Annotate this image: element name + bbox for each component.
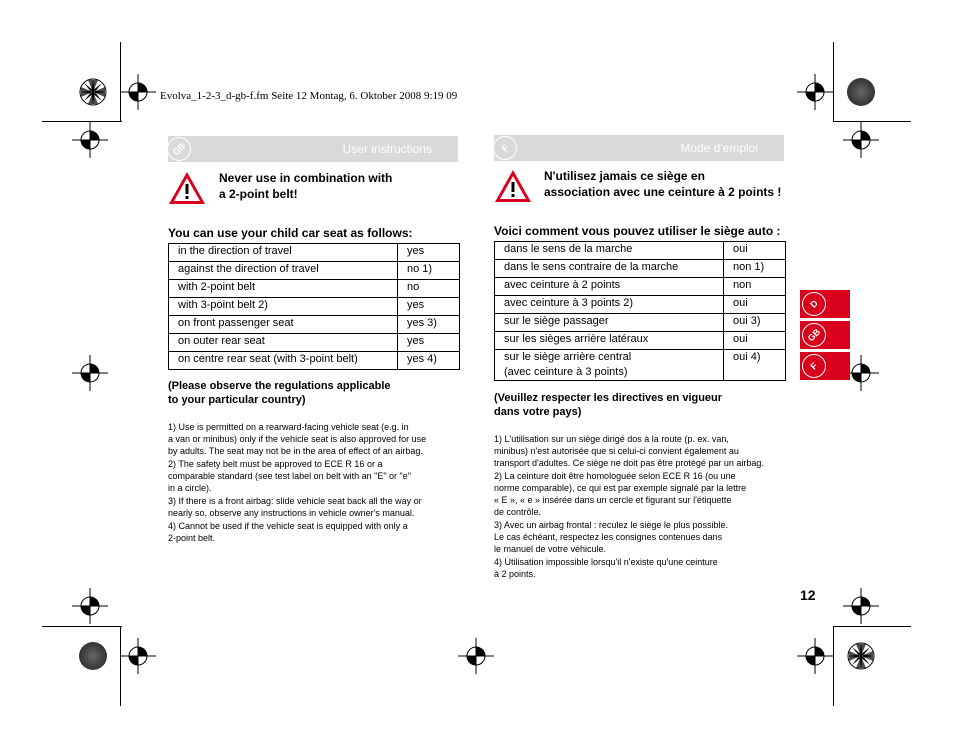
- table-cell-label: in the direction of travel: [169, 244, 398, 262]
- right-warning-text: [544, 168, 781, 200]
- right-warning-line2: association avec une ceinture à 2 points !: [544, 185, 782, 199]
- footnote-3: 3) If there is a front airbag: slide vehicle seat back all the way or nearly so, observe any instructions in vehicle owner's manual.: [168, 496, 422, 518]
- table-row: [169, 244, 460, 262]
- table-row: [495, 242, 786, 260]
- table-cell-value: yes 4): [398, 352, 460, 370]
- table-row: [495, 278, 786, 296]
- table-row: [495, 314, 786, 332]
- table-cell-value: oui 4): [724, 350, 786, 381]
- left-warning-line2: a 2-point belt!: [219, 187, 298, 201]
- table-cell-value: yes: [398, 298, 460, 316]
- left-usage-heading: You can use your child car seat as follows:: [168, 226, 413, 240]
- table-cell-label: avec ceinture à 3 points 2): [495, 296, 724, 314]
- left-warning-text: [219, 170, 392, 202]
- table-cell-label: with 2-point belt: [169, 280, 398, 298]
- table-cell-label: on centre rear seat (with 3-point belt): [169, 352, 398, 370]
- table-row: [169, 334, 460, 352]
- table-cell-label: dans le sens contraire de la marche: [495, 260, 724, 278]
- side-tab-d: [800, 290, 850, 318]
- left-regulations-note: [168, 379, 391, 407]
- table-cell-label: sur les sièges arrière latéraux: [495, 332, 724, 350]
- right-regulations-note: [494, 391, 722, 419]
- left-warning-line1: Never use in combination with: [219, 171, 393, 185]
- right-note-line1: (Veuillez respecter les directives en vigueur: [494, 392, 723, 404]
- footnote-3: 3) Avec un airbag frontal : reculez le siège le plus possible. Le cas échéant, respectez les consignes contenues dans le manuel de votre véhicule.: [494, 520, 728, 554]
- left-section-bar: [168, 136, 458, 162]
- table-cell-value: no: [398, 280, 460, 298]
- side-tab-f: [800, 352, 850, 380]
- table-cell-value: oui: [724, 242, 786, 260]
- table-cell-label: with 3-point belt 2): [169, 298, 398, 316]
- left-note-line1: (Please observe the regulations applicable: [168, 380, 391, 392]
- table-cell-value: yes 3): [398, 316, 460, 334]
- side-tab-label: F: [797, 349, 831, 383]
- table-cell-label: on outer rear seat: [169, 334, 398, 352]
- table-cell-value: no 1): [398, 262, 460, 280]
- page-number: 12: [800, 587, 816, 603]
- side-tab-label: D: [797, 287, 831, 321]
- table-row: [169, 262, 460, 280]
- left-usage-table: [168, 243, 460, 370]
- table-cell-value: oui: [724, 296, 786, 314]
- table-cell-value: yes: [398, 334, 460, 352]
- table-cell-label: dans le sens de la marche: [495, 242, 724, 260]
- side-tab-label: GB: [797, 318, 831, 352]
- table-row: [495, 296, 786, 314]
- table-cell-value: non 1): [724, 260, 786, 278]
- table-row: [169, 298, 460, 316]
- footnote-2: 2) La ceinture doit être homologuée selon ECE R 16 (ou une norme comparable), ce qui est par exemple signalé par la lettre « E », « e » insérée dans un cercle et figurant sur l'étiquette de contrôle.: [494, 471, 747, 517]
- file-info-header: Evolva_1-2-3_d-gb-f.fm Seite 12 Montag, 6. Oktober 2008 9:19 09: [160, 90, 458, 102]
- footnote-4: 4) Cannot be used if the vehicle seat is equipped with only a 2-point belt.: [168, 521, 408, 543]
- footnote-2: 2) The safety belt must be approved to ECE R 16 or a comparable standard (see test label on belt with an "E" or "e" in a circle).: [168, 459, 411, 493]
- table-cell-value: oui: [724, 332, 786, 350]
- right-usage-heading: Voici comment vous pouvez utiliser le siège auto :: [494, 224, 781, 238]
- left-footnotes: [168, 421, 468, 545]
- side-tab-gb: [800, 321, 850, 349]
- table-row: [495, 260, 786, 278]
- table-cell-value: yes: [398, 244, 460, 262]
- left-section-title: User instructions: [342, 142, 432, 156]
- table-row: [169, 316, 460, 334]
- table-cell-value: non: [724, 278, 786, 296]
- lang-badge-f: F: [488, 131, 522, 165]
- table-row: [169, 352, 460, 370]
- right-note-line2: dans votre pays): [494, 406, 582, 418]
- table-cell-label: sur le siège passager: [495, 314, 724, 332]
- lang-badge-gb: GB: [162, 132, 196, 166]
- table-row: [169, 280, 460, 298]
- right-section-title: Mode d'emploi: [680, 141, 758, 155]
- warning-triangle-icon: [168, 171, 206, 205]
- table-cell-label: against the direction of travel: [169, 262, 398, 280]
- footnote-4: 4) Utilisation impossible lorsqu'il n'existe qu'une ceinture à 2 points.: [494, 557, 718, 579]
- right-footnotes: [494, 433, 794, 581]
- table-cell-label: avec ceinture à 2 points: [495, 278, 724, 296]
- warning-triangle-icon: [494, 169, 532, 203]
- right-usage-table: [494, 241, 786, 381]
- table-cell-label: on front passenger seat: [169, 316, 398, 334]
- table-cell-value: oui 3): [724, 314, 786, 332]
- footnote-1: 1) L'utilisation sur un siège dirigé dos à la route (p. ex. van, minibus) n'est autorisée que si celui-ci convient également au transport d'adultes. Ce siège ne doit pas être protégé par un airbag.: [494, 434, 764, 468]
- table-cell-label: sur le siège arrière central (avec ceinture à 3 points): [495, 350, 724, 381]
- right-section-bar: [494, 135, 784, 161]
- table-row: [495, 332, 786, 350]
- right-warning-line1: N'utilisez jamais ce siège en: [544, 169, 705, 183]
- left-note-line2: to your particular country): [168, 394, 306, 406]
- footnote-1: 1) Use is permitted on a rearward-facing vehicle seat (e.g. in a van or minibus) only if the vehicle seat is also approved for use by adults. The seat may not be in the area of effect of an airbag.: [168, 422, 427, 456]
- table-row: [495, 350, 786, 381]
